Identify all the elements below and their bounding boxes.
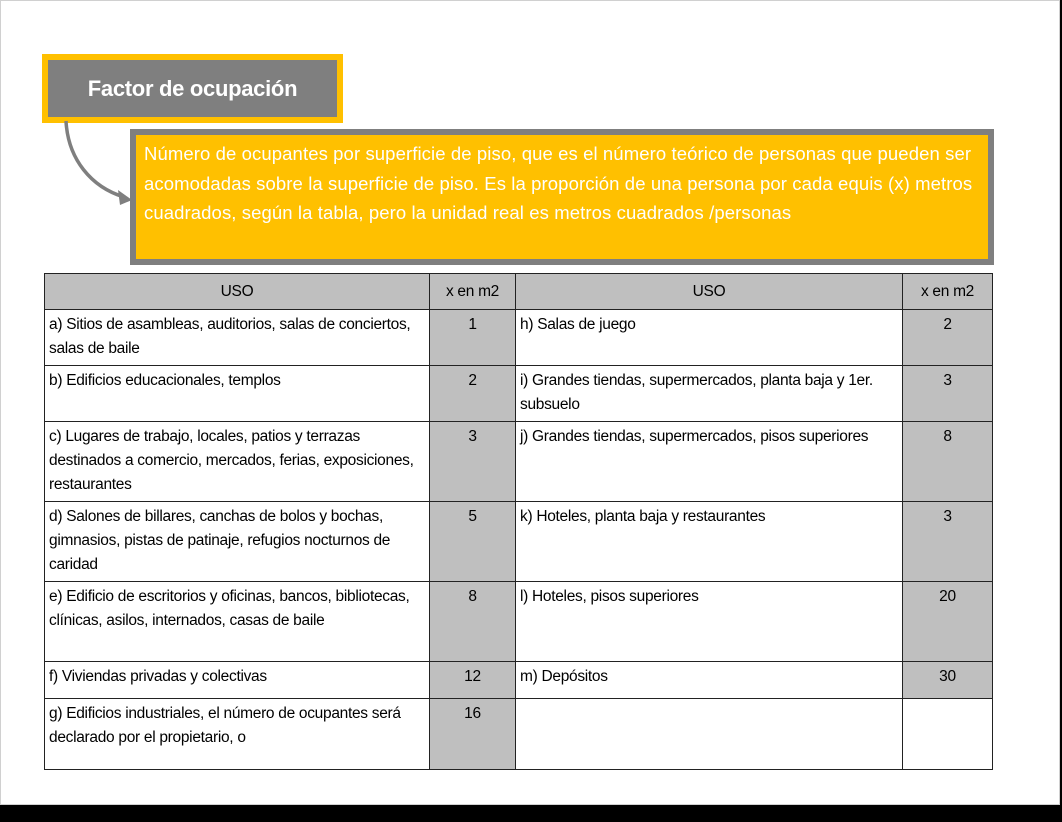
- uso-cell: i) Grandes tiendas, supermercados, planta baja y 1er. subsuelo: [516, 366, 903, 422]
- slide-title: Factor de ocupación: [48, 60, 337, 117]
- x-m2-cell: 5: [430, 502, 516, 582]
- header-uso: USO: [45, 274, 430, 310]
- uso-cell: e) Edificio de escritorios y oficinas, bancos, bibliotecas, clínicas, asilos, internados, casas de baile: [45, 582, 430, 662]
- x-m2-cell: [903, 699, 993, 770]
- x-m2-cell: 3: [430, 422, 516, 502]
- uso-cell: l) Hoteles, pisos superiores: [516, 582, 903, 662]
- x-m2-cell: 16: [430, 699, 516, 770]
- x-m2-cell: 2: [903, 310, 993, 366]
- x-m2-cell: 8: [430, 582, 516, 662]
- x-m2-cell: 20: [903, 582, 993, 662]
- x-m2-cell: 3: [903, 502, 993, 582]
- x-m2-cell: 30: [903, 662, 993, 699]
- definition-box: [130, 129, 994, 265]
- x-m2-cell: 2: [430, 366, 516, 422]
- uso-cell: [516, 699, 903, 770]
- table-row: [45, 582, 993, 662]
- uso-cell: b) Edificios educacionales, templos: [45, 366, 430, 422]
- curved-arrow-icon: [56, 119, 136, 209]
- x-m2-cell: 1: [430, 310, 516, 366]
- table-row: [45, 699, 993, 770]
- x-m2-cell: 3: [903, 366, 993, 422]
- uso-cell: k) Hoteles, planta baja y restaurantes: [516, 502, 903, 582]
- table-row: [45, 662, 993, 699]
- definition-text: Número de ocupantes por superficie de piso, que es el número teórico de personas que pueden ser acomodadas sobre la superficie de piso. Es la proporción de una persona por cada equis (x) metros cuadrados, según la tabla, pero la unidad real es metros cuadrados /personas: [136, 135, 988, 259]
- header-x-m2: x en m2: [903, 274, 993, 310]
- uso-cell: j) Grandes tiendas, supermercados, pisos superiores: [516, 422, 903, 502]
- uso-cell: g) Edificios industriales, el número de ocupantes será declarado por el propietario, o: [45, 699, 430, 770]
- uso-cell: m) Depósitos: [516, 662, 903, 699]
- table-row: [45, 422, 993, 502]
- x-m2-cell: 12: [430, 662, 516, 699]
- table-header-row: [45, 274, 993, 310]
- header-uso: USO: [516, 274, 903, 310]
- x-m2-cell: 8: [903, 422, 993, 502]
- uso-cell: d) Salones de billares, canchas de bolos y bochas, gimnasios, pistas de patinaje, refugios nocturnos de caridad: [45, 502, 430, 582]
- occupancy-table: [44, 273, 993, 770]
- header-x-m2: x en m2: [430, 274, 516, 310]
- table-row: [45, 502, 993, 582]
- title-box: [42, 54, 343, 123]
- uso-cell: f) Viviendas privadas y colectivas: [45, 662, 430, 699]
- uso-cell: c) Lugares de trabajo, locales, patios y terrazas destinados a comercio, mercados, ferias, exposiciones, restaurantes: [45, 422, 430, 502]
- table-row: [45, 366, 993, 422]
- uso-cell: a) Sitios de asambleas, auditorios, salas de conciertos, salas de baile: [45, 310, 430, 366]
- uso-cell: h) Salas de juego: [516, 310, 903, 366]
- table-row: [45, 310, 993, 366]
